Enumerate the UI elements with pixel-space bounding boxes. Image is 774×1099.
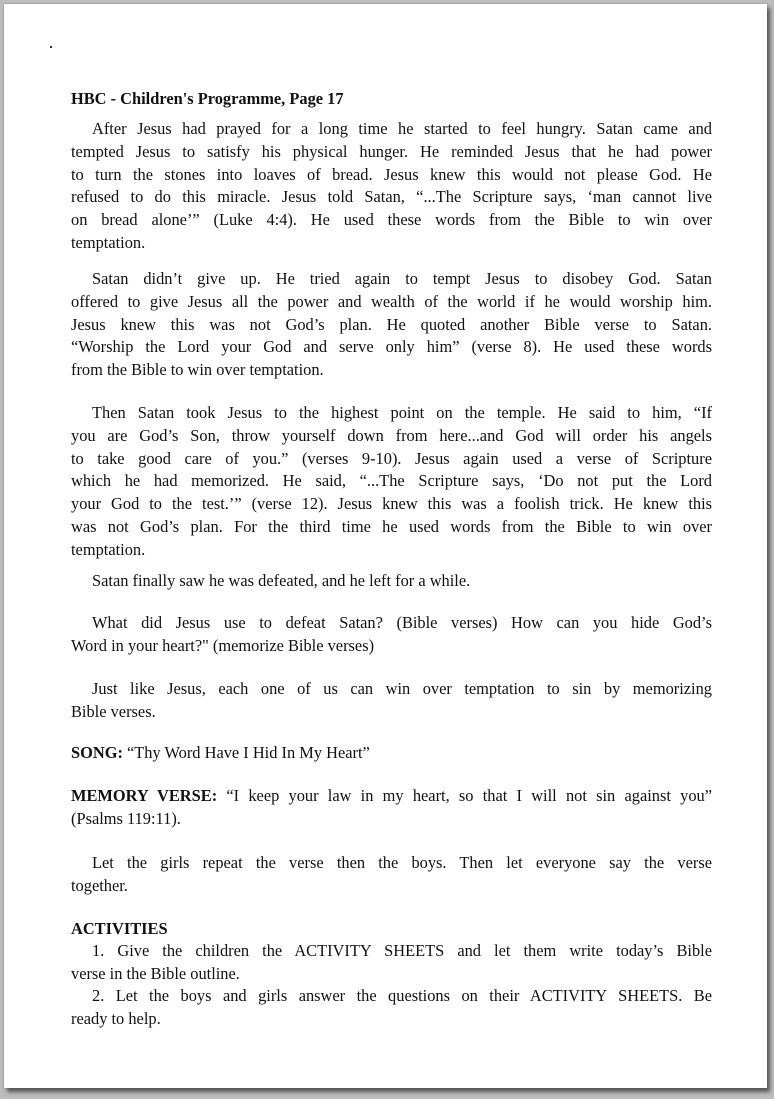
text-line: 1. Give the children the ACTIVITY SHEETS and let them write today’s Bible: [92, 941, 712, 960]
text-line: Jesus knew this was not God’s plan. He quoted another Bible verse to Satan.: [71, 314, 712, 334]
text-line: from the Bible to win over temptation.: [71, 360, 324, 380]
text-line: Then Satan took Jesus to the highest point on the temple. He said to him, “If: [92, 403, 712, 422]
document-page: [4, 4, 767, 1088]
memory-verse: [71, 785, 712, 831]
text-line: What did Jesus use to defeat Satan? (Bible verses) How can you hide God’s: [92, 613, 712, 632]
text-line: Satan finally saw he was defeated, and he left for a while.: [92, 571, 471, 590]
text-line: temptation.: [71, 539, 146, 559]
text-line: Let the girls repeat the verse then the boys. Then let everyone say the verse: [92, 853, 712, 872]
song-label: SONG:: [71, 743, 123, 762]
text-line: Just like Jesus, each one of us can win over temptation to sin by memorizing: [92, 679, 712, 698]
text-line: to turn the stones into loaves of bread. Jesus knew this would not please God. He: [71, 164, 712, 184]
paragraph-2: [71, 268, 712, 382]
repeat-instructions: [71, 852, 712, 898]
text-line: your God to the test.’” (verse 12). Jesus knew this was a foolish trick. He knew this: [71, 494, 712, 514]
activity-item-2: [71, 985, 712, 1031]
text-line: to take good care of you.” (verses 9-10). Jesus again used a verse of Scripture: [71, 448, 712, 468]
text-line: Word in your heart?" (memorize Bible verses): [71, 635, 375, 655]
text-line: you are God’s Son, throw yourself down from here...and God will order his angels: [71, 425, 712, 445]
scan-speck: [50, 46, 52, 48]
page-header: HBC - Children's Programme, Page 17: [71, 89, 344, 108]
text-line: was not God’s plan. For the third time he used words from the Bible to win over: [71, 516, 712, 536]
text-line: offered to give Jesus all the power and wealth of the world if he would worship him.: [71, 291, 712, 311]
paragraph-6: [71, 678, 712, 724]
text-line: Bible verses.: [71, 701, 156, 721]
text-line: Satan didn’t give up. He tried again to tempt Jesus to disobey God. Satan: [92, 269, 712, 288]
text-line: “Worship the Lord your God and serve only him” (verse 8). He used these words: [71, 337, 712, 357]
text-line: tempted Jesus to satisfy his physical hunger. He reminded Jesus that he had power: [71, 141, 712, 161]
memory-verse-label: MEMORY VERSE:: [71, 786, 218, 805]
activities-heading: ACTIVITIES: [71, 919, 168, 938]
text-line: verse in the Bible outline.: [71, 963, 240, 983]
text-line: After Jesus had prayed for a long time he started to feel hungry. Satan came and: [92, 119, 712, 138]
song-line: [71, 742, 712, 765]
text-line: 2. Let the boys and girls answer the questions on their ACTIVITY SHEETS. Be: [92, 986, 712, 1005]
text-line: which he had memorized. He said, “...The Scripture says, ‘Do not put the Lord: [71, 471, 712, 491]
text-line: refused to do this miracle. Jesus told Satan, “...The Scripture says, ‘man cannot live: [71, 187, 712, 207]
activity-item-1: [71, 940, 712, 986]
paragraph-4: [71, 570, 712, 593]
paragraph-3: [71, 402, 712, 562]
text-line: temptation.: [71, 232, 146, 252]
paragraph-5: [71, 612, 712, 658]
paragraph-1: [71, 118, 712, 255]
text-line: together.: [71, 875, 128, 895]
text-line: on bread alone’” (Luke 4:4). He used these words from the Bible to win over: [71, 210, 712, 230]
memory-verse-text: “I keep your law in my heart, so that I will not sin against you”: [217, 786, 712, 805]
song-title: “Thy Word Have I Hid In My Heart”: [122, 743, 370, 762]
text-line: ready to help.: [71, 1008, 161, 1028]
memory-verse-reference: (Psalms 119:11).: [71, 808, 181, 828]
